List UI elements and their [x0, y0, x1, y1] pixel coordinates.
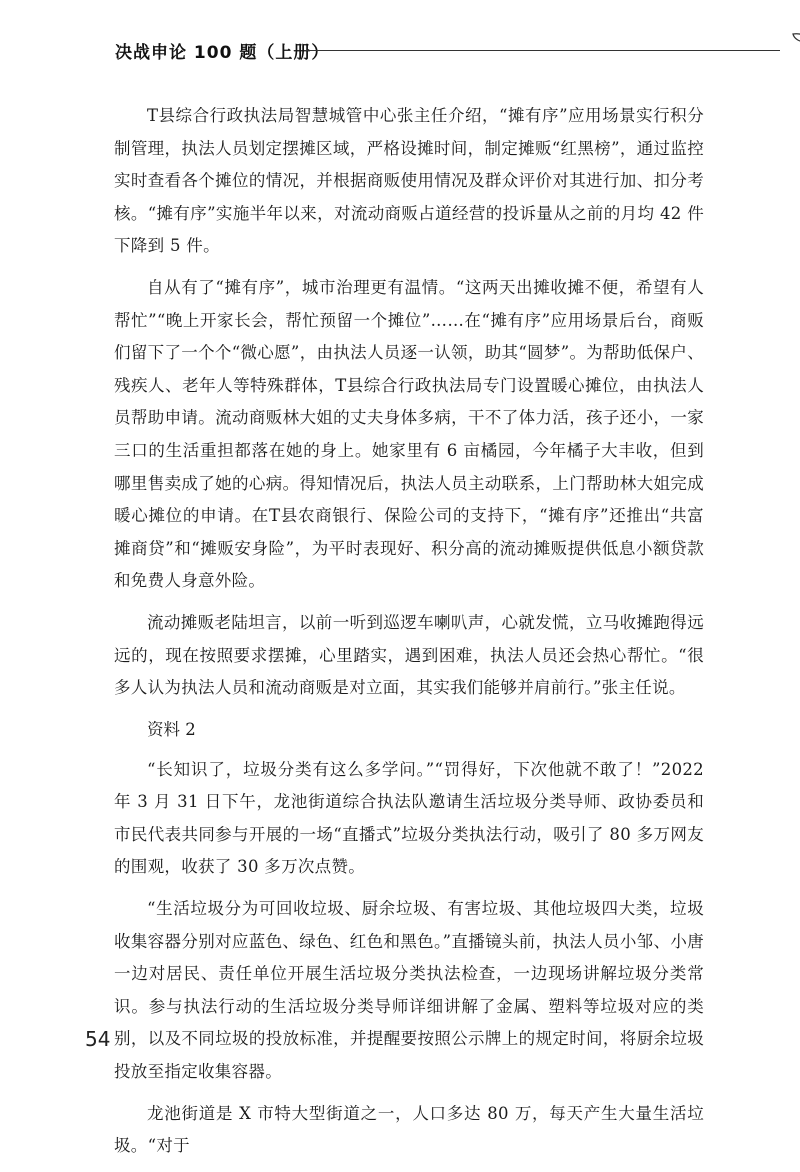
paragraph: “长知识了，垃圾分类有这么多学问。”“罚得好，下次他就不敢了！”2022 年 3 月 31 日下午，龙池街道综合执法队邀请生活垃圾分类导师、政协委员和市民代表共同参与开展的一场“直播式”垃圾分类执法行动，吸引了 80 多万网友的围观，收获了 30 多万次点赞。: [114, 759, 704, 877]
page-body: [114, 100, 704, 1172]
paragraph: 流动摊贩老陆坦言，以前一听到巡逻车喇叭声，心就发慌，立马收摊跑得远远的，现在按照要求摆摊，心里踏实，遇到困难，执法人员还会热心帮忙。“很多人认为执法人员和流动商贩是对立面，其实我们能够并肩前行。”张主任说。: [114, 612, 704, 698]
book-title: 决战申论 100 题（上册）: [115, 43, 330, 63]
header-rule: [305, 50, 780, 51]
section-label: 资料 2: [147, 719, 196, 739]
paragraph: “生活垃圾分为可回收垃圾、厨余垃圾、有害垃圾、其他垃圾四大类，垃圾收集容器分别对应蓝色、绿色、红色和黑色。”直播镜头前，执法人员小邹、小唐一边对居民、责任单位开展生活垃圾分类执法检查，一边现场讲解垃圾分类常识。参与执法行动的生活垃圾分类导师详细讲解了金属、塑料等垃圾对应的类别，以及不同垃圾的投放标准，并提醒要按照公示牌上的规定时间，将厨余垃圾投放至指定收集容器。: [114, 899, 704, 1082]
paragraph: T县综合行政执法局智慧城管中心张主任介绍，“摊有序”应用场景实行积分制管理，执法人员划定摆摊区域，严格设摊时间，制定摊贩“红黑榜”，通过监控实时查看各个摊位的情况，并根据商贩使用情况及群众评价对其进行加、扣分考核。“摊有序”实施半年以来，对流动商贩占道经营的投诉量从之前的月均 42 件下降到 5 件。: [114, 106, 704, 256]
page-header: [115, 30, 725, 70]
paragraph: 自从有了“摊有序”，城市治理更有温情。“这两天出摊收摊不便，希望有人帮忙”“晚上开家长会，帮忙预留一个摊位”……在“摊有序”应用场景后台，商贩们留下了一个个“微心愿”，由执法人员逐一认领，助其“圆梦”。为帮助低保户、残疾人、老年人等特殊群体，T县综合行政执法局专门设置暖心摊位，由执法人员帮助申请。流动商贩林大姐的丈夫身体多病，干不了体力活，孩子还小，一家三口的生活重担都落在她的身上。她家里有 6 亩橘园，今年橘子大丰收，但到哪里售卖成了她的心病。得知情况后，执法人员主动联系，上门帮助林大姐完成暖心摊位的申请。在T县农商银行、保险公司的支持下，“摊有序”还推出“共富摊商贷”和“摊贩安身险”，为平时表现好、积分高的流动摊贩提供低息小额贷款和免费人身意外险。: [114, 277, 704, 591]
page-number: 54: [85, 1027, 111, 1051]
paragraph: 龙池街道是 X 市特大型街道之一，人口多达 80 万，每天产生大量生活垃圾。“对于: [114, 1103, 704, 1156]
sprout-icon: [790, 31, 800, 61]
